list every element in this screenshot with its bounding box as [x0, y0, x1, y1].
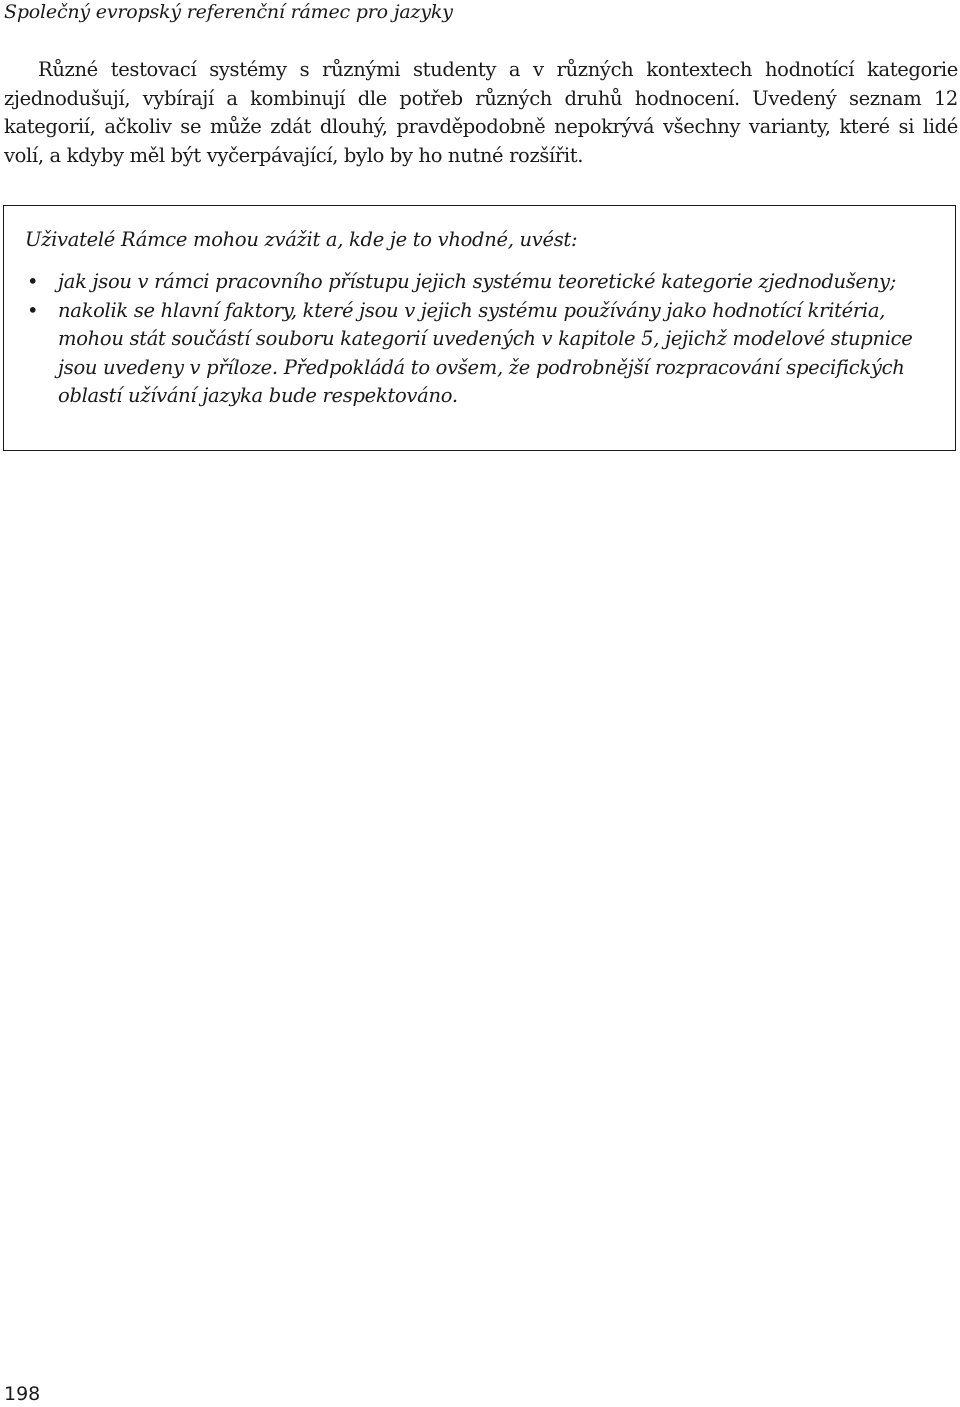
note-intro: Uživatelé Rámce mohou zvážit a, kde je to vhodné, uvést: [25, 228, 578, 251]
bullet-icon: • [27, 298, 39, 322]
body-paragraph: Různé testovací systémy s různými studenty a v různých kontextech hodnotící kategorie zjednodušují, vybírají a kombinují dle potřeb různých druhů hodnocení. Uvedený seznam 12 kategorií, ačkoliv se může zdát dlouhý, pravděpodobně nepokrývá všechny varianty, které si lidé volí, a kdyby měl být vyčerpávající, bylo by ho nutné rozšířit. [4, 58, 958, 167]
running-head-title: Společný evropský referenční rámec pro jazyky [4, 1, 453, 23]
list-item-text: nakolik se hlavní faktory, které jsou v jejich systému používány jako hodnotící kritéria, mohou stát součástí souboru kategorií uvedených v kapitole 5, jejichž modelové stupnice jsou uvedeny v příloze. Předpokládá to ovšem, že podrobnější rozpracování specifických oblastí užívání jazyka bude respektováno. [58, 298, 913, 407]
page-number: 198 [4, 1383, 41, 1405]
bullet-icon: • [27, 270, 39, 293]
framework-note-box [3, 205, 956, 451]
note-bullet-list [24, 268, 942, 411]
list-item-text: jak jsou v rámci pracovního přístupu jejich systému teoretické kategorie zjednodušeny; [58, 270, 896, 293]
list-item [24, 297, 942, 411]
list-item [24, 268, 942, 297]
